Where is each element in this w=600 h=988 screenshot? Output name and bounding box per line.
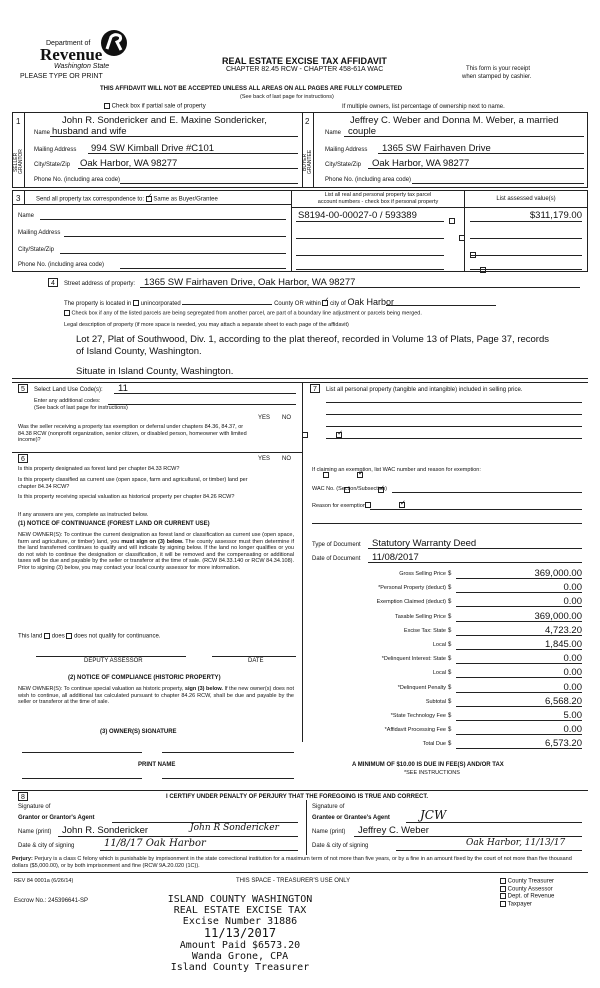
notice1-text — [18, 532, 294, 571]
legal-description-line3[interactable]: Situate in Island County, Washington. — [76, 366, 234, 377]
legal-description-line1[interactable]: Lot 27, Plat of Southwood, Div. 1, according to the plat thereof, recorded in Volume 13 of Plats, Page 37, records — [76, 334, 549, 345]
notice1-a: NEW OWNER(S): To continue the current designation as forest land or classification as current use (open space, farm and agriculture, or timber) land, you — [18, 532, 294, 545]
qualify-a: This land — [18, 633, 43, 640]
calc-value[interactable]: 369,000.00 — [534, 568, 582, 579]
grantee-signature[interactable]: JCW — [420, 808, 447, 822]
s6-q2: Is this property classified as current use (open space, farm and agricultural, or timber) land per chapter 84.34 RCW? — [18, 477, 248, 490]
partial-sale-checkbox[interactable] — [104, 103, 110, 109]
form-chapter: CHAPTER 82.45 RCW - CHAPTER 458-61A WAC — [226, 66, 384, 73]
notice2-text — [18, 686, 294, 706]
notice2-b: sign (3) below. — [184, 686, 223, 692]
property-city[interactable]: Oak Harbor — [347, 297, 394, 307]
street-label: Street address of property: — [64, 281, 136, 287]
notice1-b: must sign on (3) below. — [121, 538, 184, 545]
calc-currency: $ — [448, 670, 452, 677]
stamp-line-5: Amount Paid $6573.20 — [179, 940, 301, 951]
personal-property-checkbox-1[interactable] — [449, 218, 455, 224]
treasurer-use-only: THIS SPACE - TREASURER'S USE ONLY — [236, 878, 351, 884]
calc-value[interactable]: 0.00 — [563, 582, 582, 594]
dor-state: Washington State — [54, 63, 110, 70]
s3-phone-label: Phone No. (including area code) — [18, 262, 105, 268]
see-back-instructions: (See back of last page for instructions) — [240, 94, 334, 100]
grantee-date-label: Date & city of signing — [312, 843, 369, 849]
parcel-header-2: account numbers - check box if personal property — [317, 199, 439, 205]
grantee-agent-label: Grantee or Grantee's Agent — [312, 815, 390, 821]
copy-taxpayer-checkbox[interactable] — [500, 901, 506, 907]
section-7-num: 7 — [310, 384, 320, 393]
escrow-row — [14, 898, 88, 905]
grantor-date-city[interactable]: 11/8/17 Oak Harbor — [104, 838, 206, 849]
segregated-label: Check box if any of the listed parcels are being segregated from another parcel, are part of a boundary line adjustment or parcels being merged. — [71, 310, 422, 317]
land-use-label: Select Land Use Code(s): — [34, 387, 103, 393]
located-in-label: The property is located in — [64, 301, 132, 307]
calc-value[interactable]: 1,845.00 — [545, 639, 582, 650]
calc-currency: $ — [448, 571, 452, 577]
parcel-header-1: List all real and personal property tax parcel — [324, 192, 432, 198]
buyer-mailing-label: Mailing Address — [325, 147, 368, 153]
seller-name-line1[interactable]: John R. Sondericker and E. Maxine Sondericker, — [62, 115, 267, 126]
personal-property-checkbox-2[interactable] — [459, 235, 465, 241]
s5-q1-no-checkbox[interactable] — [336, 432, 342, 438]
seller-name-label: Name — [34, 130, 51, 136]
unincorporated-label: unincorporated — [140, 301, 181, 307]
type-or-print: PLEASE TYPE OR PRINT — [20, 73, 103, 80]
buyer-mailing[interactable]: 1365 SW Fairhaven Drive — [382, 143, 491, 154]
segregated-checkbox[interactable] — [64, 310, 70, 316]
notice1-title: (1) NOTICE OF CONTINUANCE (FOREST LAND OR CURRENT USE) — [18, 521, 210, 527]
section-3-num: 3 — [16, 194, 21, 203]
calc-label: *Delinquent Penalty — [397, 684, 446, 691]
assessed-header: List assessed value(s) — [496, 196, 556, 202]
calc-underline — [456, 635, 582, 636]
calc-value[interactable]: 5.00 — [563, 710, 582, 721]
calc-value[interactable]: 0.00 — [563, 667, 582, 679]
calc-value[interactable]: 0.00 — [563, 724, 582, 736]
calc-underline — [456, 748, 582, 749]
segregated-row — [64, 310, 422, 317]
calc-value[interactable]: 0.00 — [563, 681, 582, 693]
stamp-line-7: Island County Treasurer — [170, 962, 310, 973]
section-5-num: 5 — [18, 384, 28, 393]
buyer-city[interactable]: Oak Harbor, WA 98277 — [372, 158, 470, 169]
section-8-num: 8 — [18, 792, 28, 801]
qualify-row — [18, 633, 160, 641]
buyer-name-line2[interactable]: couple — [348, 126, 376, 137]
calc-underline — [456, 663, 582, 664]
perjury-text — [12, 856, 588, 869]
treasurer-stamp — [120, 894, 360, 973]
deputy-date-label: DATE — [248, 658, 264, 664]
does-qualify-checkbox[interactable] — [44, 633, 50, 639]
stamp-line-1: ISLAND COUNTY WASHINGTON — [167, 894, 313, 905]
s5-question: Was the seller receiving a property tax exemption or deferral under chapters 84.36, 84.37, or 84.38 RCW (nonprofit organization, senior citizen, or disabled person, homeowner with limited income)? — [18, 424, 247, 443]
calc-label: Local — [432, 670, 446, 677]
stamp-line-6: Wanda Grone, CPA — [191, 951, 289, 962]
calc-currency: $ — [448, 599, 452, 606]
dor-dept-of: Department of — [46, 40, 91, 47]
grantor-sig-of: Signature of — [18, 804, 51, 810]
calc-currency: $ — [448, 741, 452, 748]
dor-revenue: Revenue — [40, 45, 103, 64]
s5-yes: YES — [258, 415, 271, 421]
buyer-phone-label: Phone No. (including area code) — [325, 177, 412, 183]
calc-underline — [456, 592, 582, 593]
minimum-note: A MINIMUM OF $10.00 IS DUE IN FEE(S) AND/OR TAX — [352, 762, 504, 768]
reason-label: Reason for exemption — [312, 503, 366, 509]
calc-value[interactable]: 0.00 — [563, 596, 582, 608]
additional-codes-label: Enter any additional codes: — [34, 398, 101, 404]
type-doc-label: Type of Document — [312, 542, 361, 548]
deputy-assessor-label: DEPUTY ASSESSOR — [84, 658, 143, 664]
city-of-label: city of — [330, 301, 346, 307]
grantor-print-name[interactable]: John R. Sondericker — [62, 825, 149, 836]
calc-underline — [456, 706, 582, 707]
calc-underline — [456, 734, 582, 735]
notice2-title: (2) NOTICE OF COMPLIANCE (HISTORIC PROPERTY) — [68, 675, 221, 681]
type-document[interactable]: Statutory Warranty Deed — [372, 538, 477, 549]
calc-underline — [456, 692, 582, 693]
copy-dept-revenue-checkbox[interactable] — [500, 893, 506, 899]
dor-logo-icon — [100, 28, 128, 58]
calc-value[interactable]: 6,568.20 — [545, 695, 582, 707]
county-or-label: County OR within — [274, 301, 321, 307]
notice2-c: If the new owner(s) does not wish to continue, all additional tax calculated pursuant to chapter 84.26 RCW, shall be due and payable by the seller or transferor at the time of sale. — [18, 686, 295, 705]
s5-see-back: (See back of last page for instructions) — [34, 405, 128, 411]
calc-currency: $ — [448, 585, 452, 592]
wac-label: WAC No. (Section/Subsection) — [312, 486, 387, 492]
copy-county-assessor-checkbox[interactable] — [500, 886, 506, 892]
calc-underline — [456, 677, 582, 678]
rev-number: REV 84 0001a (6/26/14) — [14, 878, 74, 884]
calc-currency: $ — [448, 613, 452, 620]
grantee-print-name[interactable]: Jeffrey C. Weber — [358, 825, 429, 836]
escrow-label: Escrow No.: — [14, 898, 47, 904]
copy-taxpayer: Taxpayer — [507, 901, 532, 908]
buyer-side-label: BUYER GRANTEE — [302, 149, 313, 175]
stamp-line-2: REAL ESTATE EXCISE TAX — [173, 905, 307, 916]
grantee-sig-of: Signature of — [312, 804, 345, 810]
does-not-qualify-checkbox[interactable] — [66, 633, 72, 639]
street-address[interactable]: 1365 SW Fairhaven Drive, Oak Harbor, WA 98277 — [144, 277, 356, 288]
section-6-num: 6 — [18, 454, 28, 463]
calc-underline — [456, 621, 582, 622]
seller-city[interactable]: Oak Harbor, WA 98277 — [80, 158, 178, 169]
calc-underline — [456, 578, 582, 579]
located-row — [64, 297, 394, 308]
same-as-buyer-label: Same as Buyer/Grantee — [153, 196, 218, 203]
s3-name-label: Name — [18, 213, 35, 219]
calc-label: *State Technology Fee — [390, 713, 446, 719]
warning-text: THIS AFFIDAVIT WILL NOT BE ACCEPTED UNLESS ALL AREAS ON ALL PAGES ARE FULLY COMPLETED — [100, 86, 403, 92]
copy-county-treasurer: County Treasurer — [507, 878, 555, 885]
buyer-city-label: City/State/Zip — [325, 162, 362, 168]
s6-q1: Is this property designated as forest land per chapter 84.33 RCW? — [18, 466, 180, 472]
calc-label: Local — [432, 642, 446, 648]
calc-label: *Personal Property (deduct) — [378, 585, 446, 592]
section-2-num: 2 — [305, 117, 310, 126]
grantor-name-label: Name (print) — [18, 829, 52, 835]
calc-label: Gross Selling Price — [399, 571, 446, 577]
see-instructions: *SEE INSTRUCTIONS — [404, 770, 460, 776]
receipt-note-2: when stamped by cashier. — [462, 74, 532, 80]
calc-value[interactable]: 0.00 — [563, 653, 582, 665]
legal-description-line2[interactable]: of Island County, Washington. — [76, 346, 202, 357]
exemption-label: If claiming an exemption, list WAC number and reason for exemption: — [312, 467, 481, 473]
copy-dept-revenue: Dept. of Revenue — [507, 893, 555, 900]
date-doc-label: Date of Document — [312, 556, 361, 562]
s6-q3-no-checkbox[interactable] — [399, 502, 405, 508]
grantor-agent-label: Grantor or Grantor's Agent — [18, 815, 95, 821]
calc-currency: $ — [448, 713, 452, 719]
buyer-name-line1[interactable]: Jeffrey C. Weber and Donna M. Weber, a married — [350, 115, 559, 126]
calc-currency: $ — [448, 698, 452, 705]
qualify-b: does — [51, 633, 65, 640]
s6-if-yes: If any answers are yes, complete as instructed below. — [18, 512, 149, 518]
personal-property-label: List all personal property (tangible and intangible) included in selling price. — [326, 387, 523, 393]
calc-label: *Delinquent Interest: State — [381, 656, 446, 663]
certify-text: I CERTIFY UNDER PENALTY OF PERJURY THAT THE FOREGOING IS TRUE AND CORRECT. — [166, 794, 429, 800]
seller-name-line2[interactable]: husband and wife — [52, 126, 127, 137]
correspondence-label: Send all property tax correspondence to: — [36, 196, 145, 203]
date-document[interactable]: 11/08/2017 — [372, 552, 419, 563]
calc-underline — [456, 720, 582, 721]
notice1-c: The county assessor must then determine if the land transferred continues to qualify and will indicate by signing below. If the land no longer qualifies or you do not wish to continue the designation or classification, it will be removed and the compensating or additional taxes will be due and payable by the seller or transferor at the time of sale. (RCW 84.33.140 or RCW 84.34.108). Prior to signing (3) below, you may contact your local county assessor for more information. — [18, 538, 294, 571]
s5-q1-yes-checkbox[interactable] — [302, 432, 308, 438]
partial-sale-row — [104, 103, 206, 111]
grantee-name-label: Name (print) — [312, 829, 346, 835]
escrow-number: 245396641-SP — [48, 898, 89, 904]
s6-q3: Is this property receiving special valuation as historical property per chapter 84.26 RCW? — [18, 494, 235, 500]
form-title: REAL ESTATE EXCISE TAX AFFIDAVIT — [222, 56, 387, 66]
seller-mailing[interactable]: 994 SW Kimball Drive #C101 — [91, 143, 215, 154]
calc-label: Exemption Claimed (deduct) — [376, 599, 446, 606]
section-4-num: 4 — [48, 278, 58, 287]
stamp-line-4: 11/13/2017 — [203, 926, 277, 940]
calc-currency: $ — [448, 684, 452, 691]
calc-label: Taxable Selling Price — [394, 613, 446, 620]
calc-currency: $ — [448, 656, 452, 663]
qualify-c: does not qualify for continuance. — [74, 633, 161, 640]
perjury-label: Perjury: — [12, 856, 33, 862]
calc-label: Subtotal — [425, 698, 446, 705]
calc-label: *Affidavit Processing Fee — [384, 727, 446, 734]
s3-city-label: City/State/Zip — [18, 247, 55, 253]
calc-underline — [456, 649, 582, 650]
legal-description-label: Legal description of property (if more space is needed, you may attach a separate sheet to each page of the affidavit) — [64, 322, 349, 328]
buyer-name-label: Name — [325, 130, 342, 136]
calc-underline — [456, 606, 582, 607]
stamp-line-3: Excise Number 31886 — [182, 916, 298, 927]
calc-value[interactable]: 369,000.00 — [534, 610, 582, 622]
calc-currency: $ — [448, 642, 452, 648]
s3-mailing-label: Mailing Address — [18, 230, 61, 236]
perjury-body: Perjury is a class C felony which is punishable by imprisonment in the state correctional institution for a maximum term of not more than five years, or by a fine in an amount fixed by the court of not more than five thousand dollars ($5,000.00), or by both imprisonment and fine (RCW 9A.20.020 (1C)). — [12, 856, 572, 869]
correspondence-row — [36, 196, 218, 204]
grantor-date-label: Date & city of signing — [18, 843, 75, 849]
copy-county-treasurer-checkbox[interactable] — [500, 878, 506, 884]
grantor-signature[interactable]: John R Sondericker — [190, 823, 279, 833]
s6-yes: YES — [258, 456, 271, 462]
multiple-owners-note: If multiple owners, list percentage of ownership next to name. — [342, 104, 505, 110]
assessed-value[interactable]: $311,179.00 — [529, 210, 582, 221]
owner-signature-label: (3) OWNER(S) SIGNATURE — [100, 729, 177, 735]
seller-phone-label: Phone No. (including area code) — [34, 177, 121, 183]
same-as-buyer-checkbox[interactable] — [146, 196, 152, 202]
calc-currency: $ — [448, 627, 452, 634]
seller-city-label: City/State/Zip — [34, 162, 71, 168]
calc-value[interactable]: 4,723.20 — [545, 624, 582, 636]
s5-no: NO — [282, 415, 291, 421]
print-name-label: PRINT NAME — [138, 762, 176, 768]
calc-label: Total Due — [422, 741, 446, 748]
partial-sale-label: Check box if partial sale of property — [111, 103, 206, 110]
parcel-number[interactable]: S8194-00-00027-0 / 593389 — [298, 210, 417, 221]
calc-label: Excise Tax: State — [403, 627, 446, 634]
city-of-checkbox[interactable] — [322, 300, 328, 306]
land-use-code[interactable]: 11 — [118, 383, 128, 394]
copy-distribution — [500, 878, 554, 908]
dor-logo — [18, 28, 128, 72]
receipt-note-1: This form is your receipt — [466, 66, 531, 72]
notice2-a: NEW OWNER(S): To continue special valuation as historic property, — [18, 686, 184, 692]
seller-side-label: SELLER GRANTOR — [13, 149, 24, 175]
s6-no: NO — [282, 456, 291, 462]
unincorporated-checkbox[interactable] — [133, 300, 139, 306]
section-1-num: 1 — [16, 117, 21, 126]
seller-mailing-label: Mailing Address — [34, 147, 77, 153]
grantee-date-city[interactable]: Oak Harbor, 11/13/17 — [466, 838, 566, 848]
calc-value[interactable]: 6,573.20 — [545, 738, 582, 750]
calc-currency: $ — [448, 727, 452, 734]
copy-county-assessor: County Assessor — [507, 886, 553, 893]
